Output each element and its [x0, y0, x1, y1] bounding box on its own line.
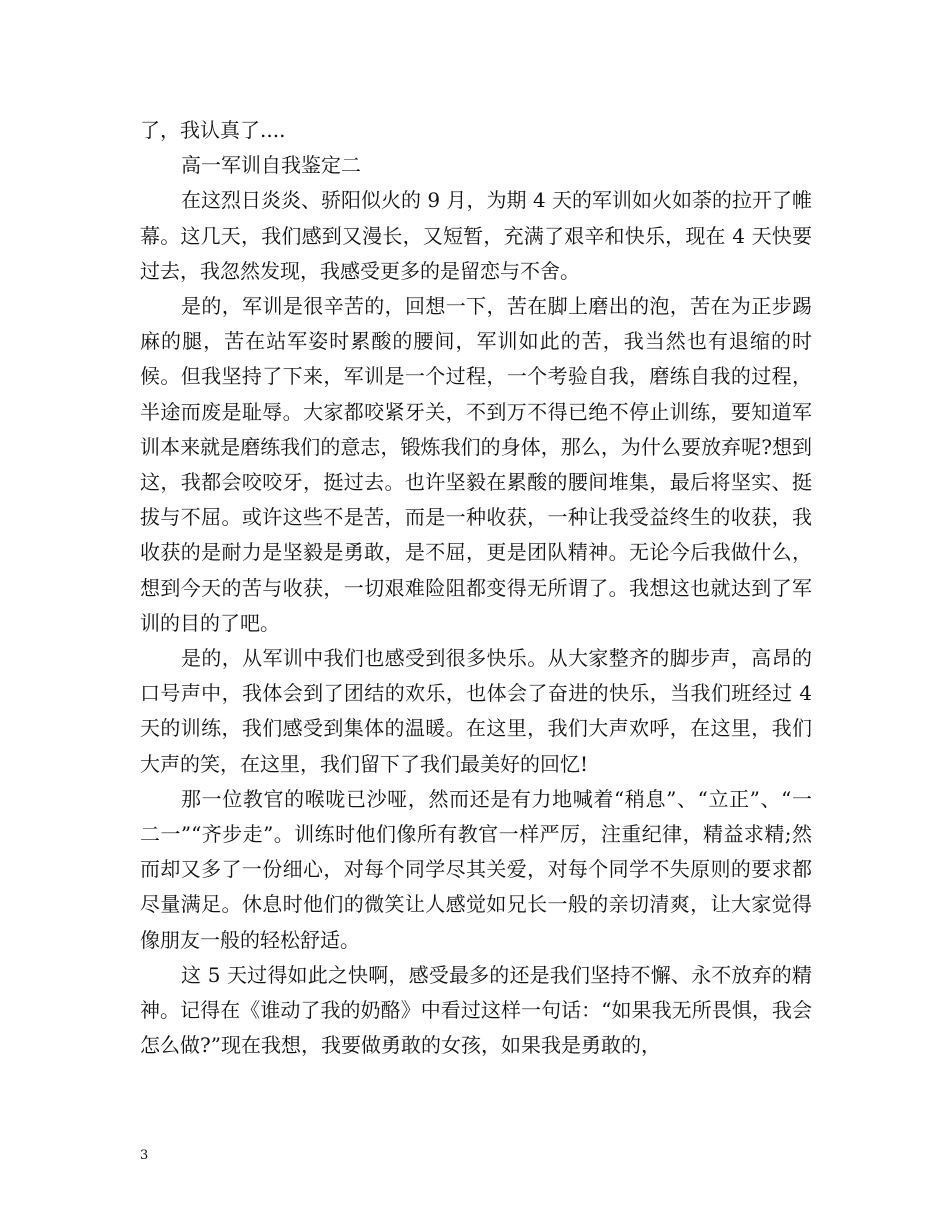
- section-heading: 高一军训自我鉴定二: [181, 153, 361, 178]
- document-body: [140, 113, 812, 1063]
- paragraph-1: 了，我认真了....: [140, 118, 286, 142]
- paragraph-2: 在这烈日炎炎、骄阳似火的 9 月，为期 4 天的军训如火如荼的拉开了帷幕。这几天，我们感到又漫长，又短暂，充满了艰辛和快乐，现在 4 天快要过去，我忽然发现，我感受更多的是留恋与不舍。: [140, 188, 812, 283]
- paragraph-3: 是的，军训是很辛苦的，回想一下，苦在脚上磨出的泡，苦在为正步踢麻的腿，苦在站军姿时累酸的腰间，军训如此的苦，我当然也有退缩的时候。但我坚持了下来，军训是一个过程，一个考验自我，磨练自我的过程，半途而废是耻辱。大家都咬紧牙关，不到万不得已绝不停止训练，要知道军训本来就是磨练我们的意志，锻炼我们的身体，那么，为什么要放弃呢?想到这，我都会咬咬牙，挺过去。也许坚毅在累酸的腰间堆集，最后将坚实、挺拔与不屈。或许这些不是苦，而是一种收获，一种让我受益终生的收获，我收获的是耐力是坚毅是勇敢，是不屈，更是团队精神。无论今后我做什么，想到今天的苦与收获，一切艰难险阻都变得无所谓了。我想这也就达到了军训的目的了吧。: [140, 294, 812, 635]
- paragraph-4: 是的，从军训中我们也感受到很多快乐。从大家整齐的脚步声，高昂的口号声中，我体会到了团结的欢乐，也体会了奋进的快乐，当我们班经过 4 天的训练，我们感受到集体的温暖。在这里，我们大声欢呼，在这里，我们大声的笑，在这里，我们留下了我们最美好的回忆!: [140, 646, 812, 776]
- page-number: 3: [140, 1148, 149, 1163]
- paragraph-5: 那一位教官的喉咙已沙哑，然而还是有力地喊着“稍息”、“立正”、“一二一”“齐步走”。训练时他们像所有教官一样严厉，注重纪律，精益求精;然而却又多了一份细心，对每个同学尽其关爱，对每个同学不失原则的要求都尽量满足。休息时他们的微笑让人感觉如兄长一般的亲切清爽，让大家觉得像朋友一般的轻松舒适。: [140, 786, 812, 952]
- paragraph-6: 这 5 天过得如此之快啊，感受最多的还是我们坚持不懈、永不放弃的精神。记得在《谁动了我的奶酪》中看过这样一句话：“如果我无所畏惧，我会怎么做?”现在我想，我要做勇敢的女孩，如果我是勇敢的，: [140, 962, 812, 1058]
